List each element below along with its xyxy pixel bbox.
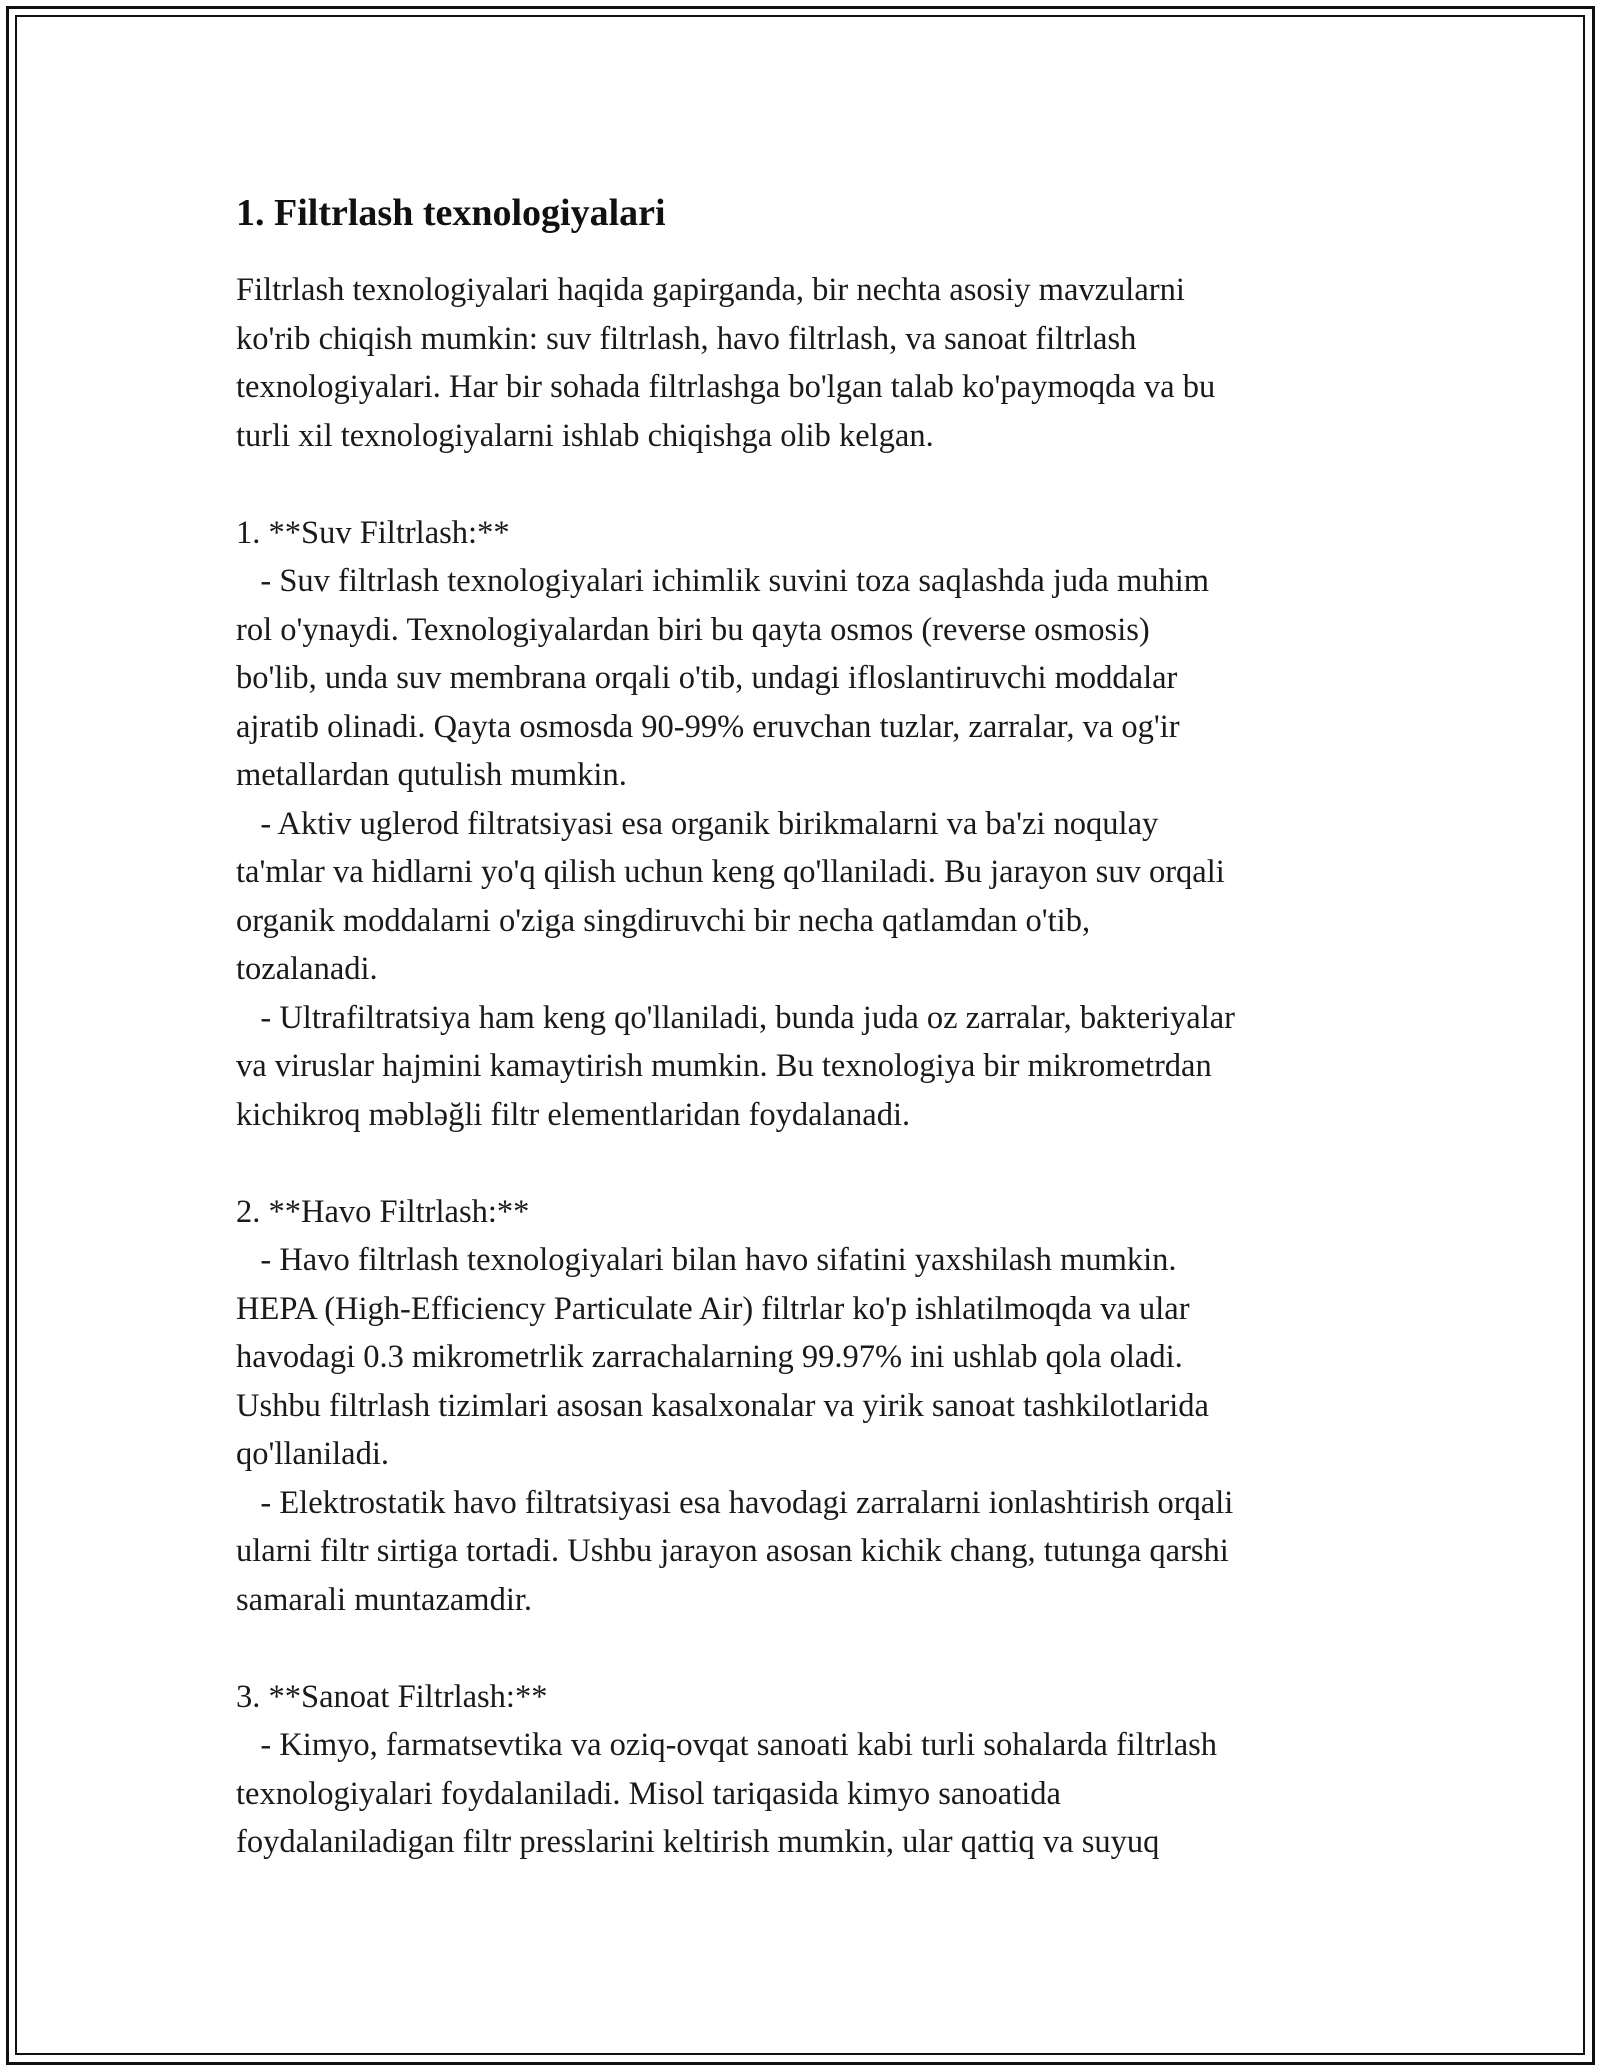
document-title: 1. Filtrlash texnologiyalari bbox=[236, 192, 666, 234]
document-page bbox=[236, 186, 1396, 1867]
document-body: Filtrlash texnologiyalari haqida gapirganda, bir nechta asosiy mavzularni ko'rib chiqish mumkin: suv filtrlash, havo filtrlash, va sanoat filtrlash texnologiyalari. Har bir sohada filtrlashga bo'lgan talab ko'paymoqda va bu turli xil texnologiyalarni ishlab chiqishga olib kelgan. 1. **Suv Filtrlash:** - Suv filtrlash texnologiyalari ichimlik suvini toza saqlashda juda muhim rol o'ynaydi. Texnologiyalardan biri bu qayta osmos (reverse osmosis) bo'lib, unda suv membrana orqali o'tib, undagi ifloslantiruvchi moddalar ajratib olinadi. Qayta osmosda 90-99% eruvchan tuzlar, zarralar, va og'ir metallardan qutulish mumkin. - Aktiv uglerod filtratsiyasi esa organik birikmalarni va ba'zi noqulay ta'mlar va hidlarni yo'q qilish uchun keng qo'llaniladi. Bu jarayon suv orqali organik moddalarni o'ziga singdiruvchi bir necha qatlamdan o'tib, tozalanadi. - Ultrafiltratsiya ham keng qo'llaniladi, bunda juda oz zarralar, bakteriyalar va viruslar hajmini kamaytirish mumkin. Bu texnologiya bir mikrometrdan kichikroq məbləğli filtr elementlaridan foydalanadi. 2. **Havo Filtrlash:** - Havo filtrlash texnologiyalari bilan havo sifatini yaxshilash mumkin. HEPA (High-Efficiency Particulate Air) filtrlar ko'p ishlatilmoqda va ular havodagi 0.3 mikrometrlik zarrachalarning 99.97% ini ushlab qola oladi. Ushbu filtrlash tizimlari asosan kasalxonalar va yirik sanoat tashkilotlarida qo'llaniladi. - Elektrostatik havo filtratsiyasi esa havodagi zarralarni ionlashtirish orqali ularni filtr sirtiga tortadi. Ushbu jarayon asosan kichik chang, tutunga qarshi samarali muntazamdir. 3. **Sanoat Filtrlash:** - Kimyo, farmatsevtika va oziq-ovqat sanoati kabi turli sohalarda filtrlash texnologiyalari foydalaniladi. Misol tariqasida kimyo sanoatida foydalaniladigan filtr presslarini keltirish mumkin, ular qattiq va suyuq bbox=[236, 272, 1236, 1860]
